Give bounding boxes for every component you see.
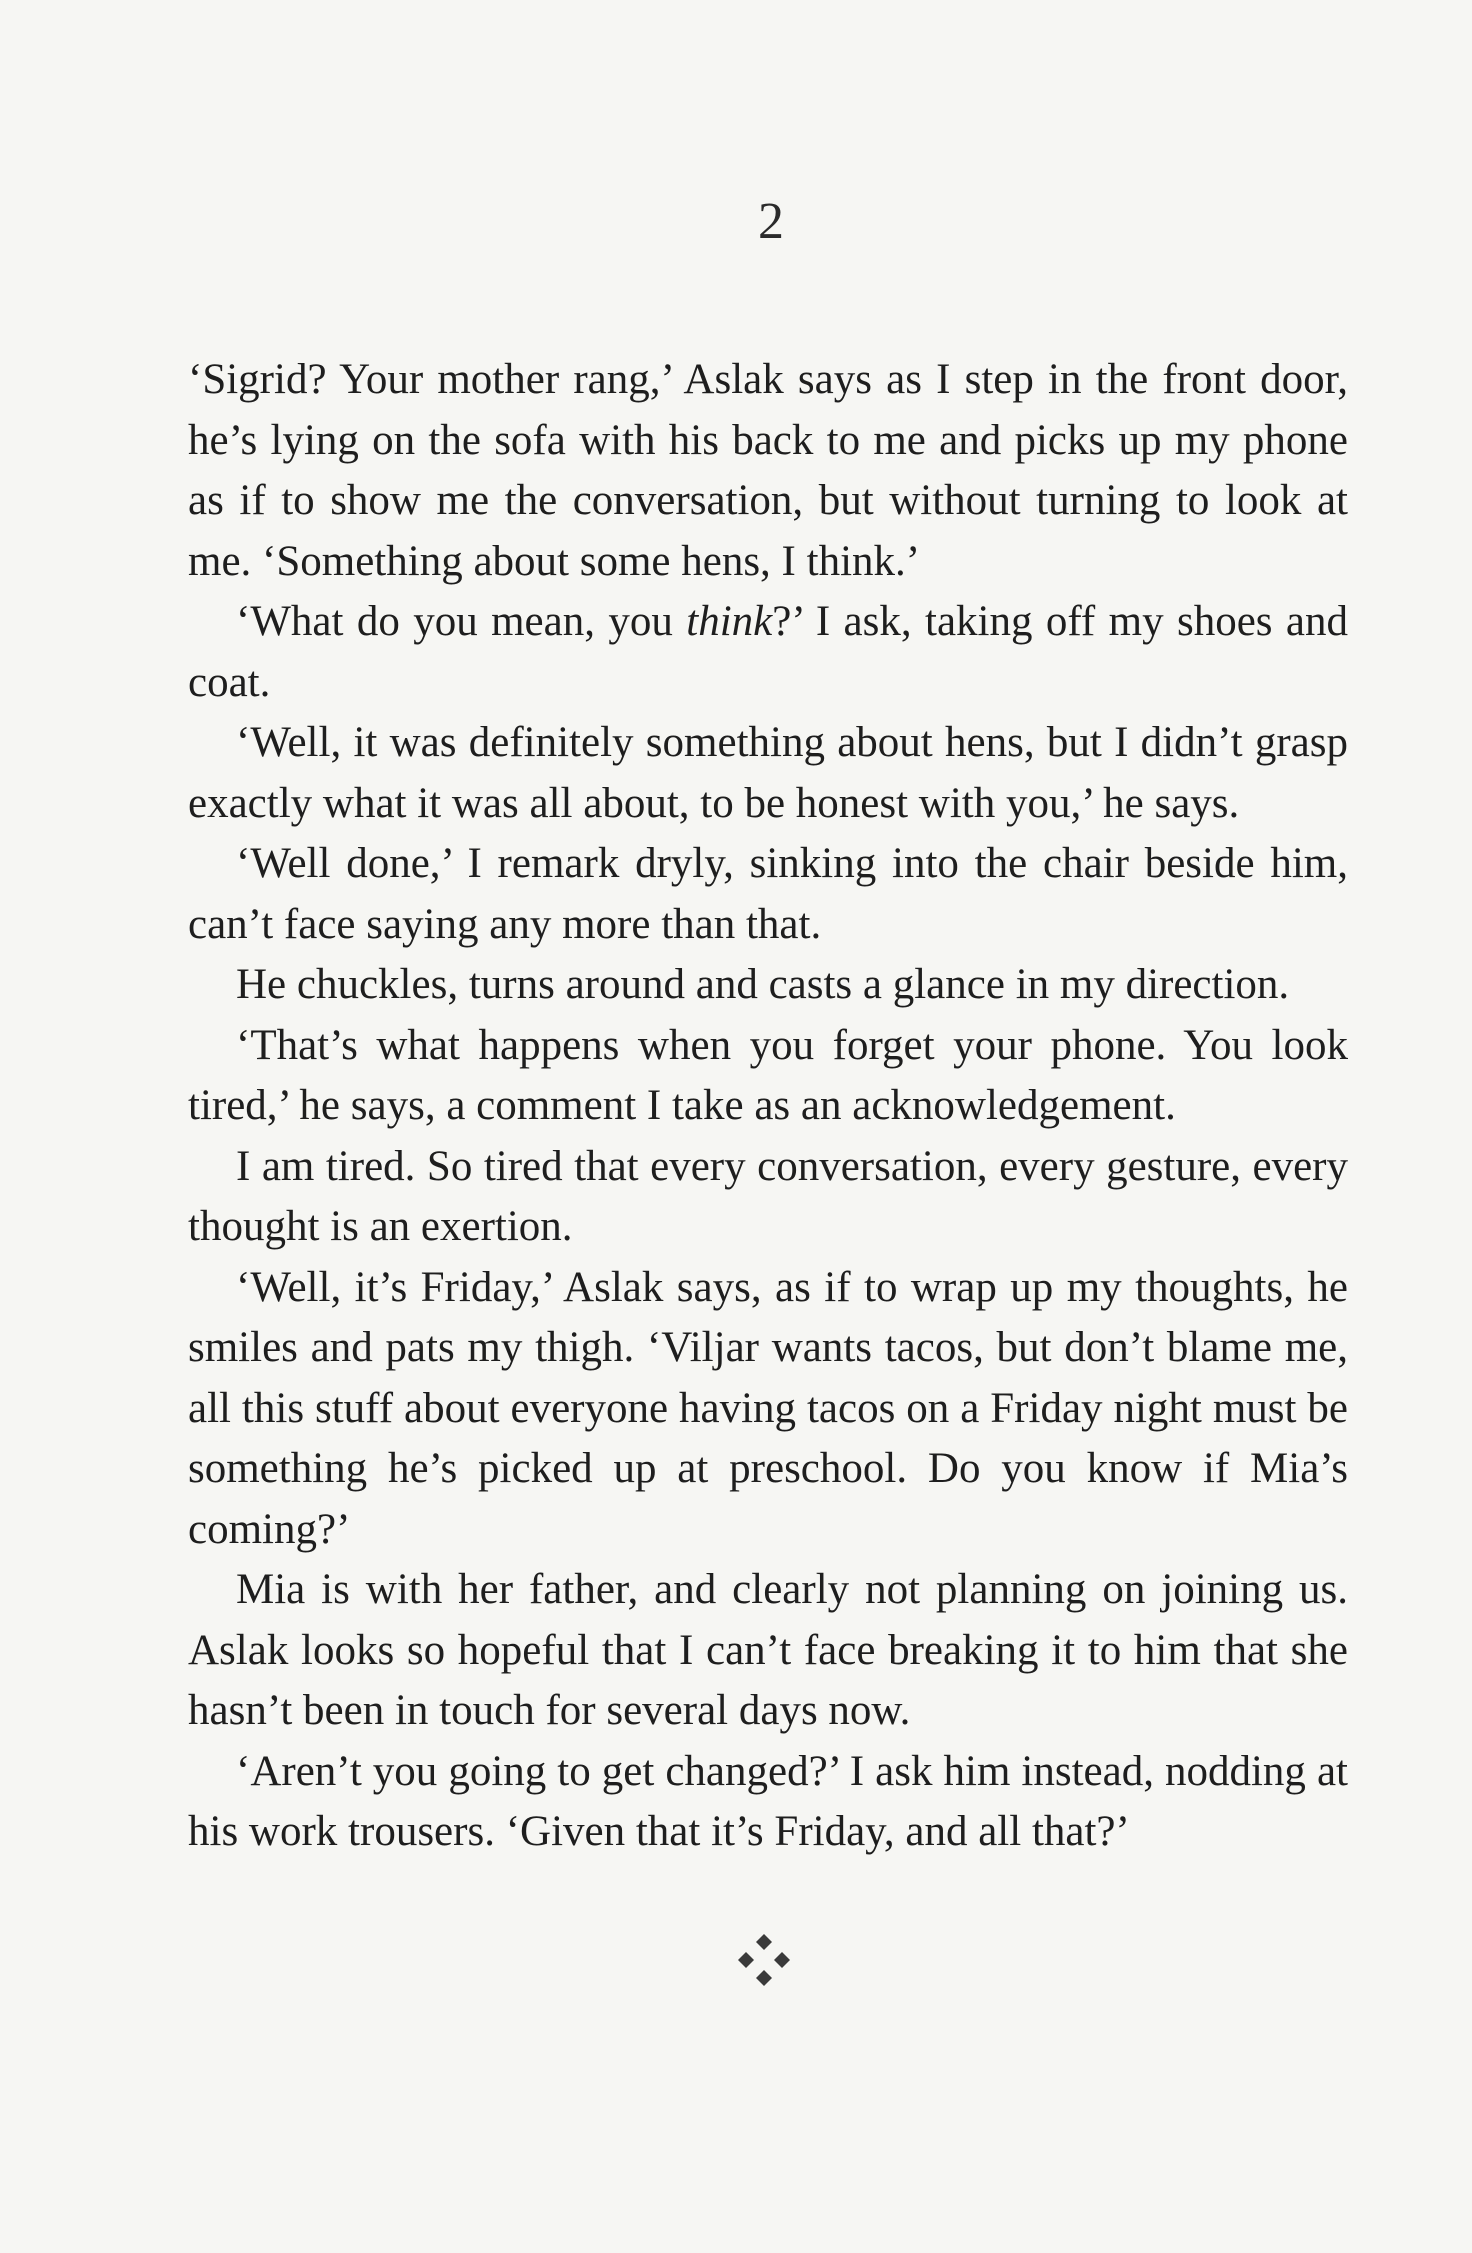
chapter-body xyxy=(188,350,1348,1863)
ornament-diamonds xyxy=(738,1934,790,1986)
paragraph: ‘Sigrid? Your mother rang,’ Aslak says as I step in the front door, he’s lying on the sofa with his back to me and picks up my phone as if to show me the conversation, but without turning to look at me. ‘Something about some hens, I think.’ xyxy=(188,356,1348,585)
paragraph-text: ?’ I ask, taking off my shoes and coat. xyxy=(188,598,1349,706)
paragraph: I am tired. So tired that every conversation, every gesture, every thought is an exertion. xyxy=(188,1142,1348,1250)
paragraph: ‘Well done,’ I remark dryly, sinking into the chair beside him, can’t face saying any more than that. xyxy=(188,840,1348,948)
chapter-number: 2 xyxy=(758,193,784,250)
paragraph: ‘Well, it was definitely something about hens, but I didn’t grasp exactly what it was all about, to be honest with you,’ he says. xyxy=(188,719,1348,827)
paragraph: Mia is with her father, and clearly not planning on joining us. Aslak looks so hopeful that I can’t face breaking it to him that she hasn’t been in touch for several days now. xyxy=(188,1566,1348,1734)
paragraph: ‘That’s what happens when you forget your phone. You look tired,’ he says, a comment I take as an acknowledgement. xyxy=(188,1021,1348,1129)
diamond-cluster-ornament-icon xyxy=(734,1930,794,1990)
paragraph: He chuckles, turns around and casts a glance in my direction. xyxy=(236,961,1290,1008)
paragraph xyxy=(188,592,1348,713)
paragraph: ‘Aren’t you going to get changed?’ I ask him instead, nodding at his work trousers. ‘Given that it’s Friday, and all that?’ xyxy=(188,1747,1348,1855)
paragraph: ‘Well, it’s Friday,’ Aslak says, as if to wrap up my thoughts, he smiles and pats my thigh. ‘Viljar wants tacos, but don’t blame me, all this stuff about everyone having tacos on a Friday night must be something he’s picked up at preschool. Do you know if Mia’s coming?’ xyxy=(188,1263,1348,1553)
emphasis-text: think xyxy=(686,598,773,645)
paragraph-text: ‘What do you mean, you xyxy=(236,598,687,645)
